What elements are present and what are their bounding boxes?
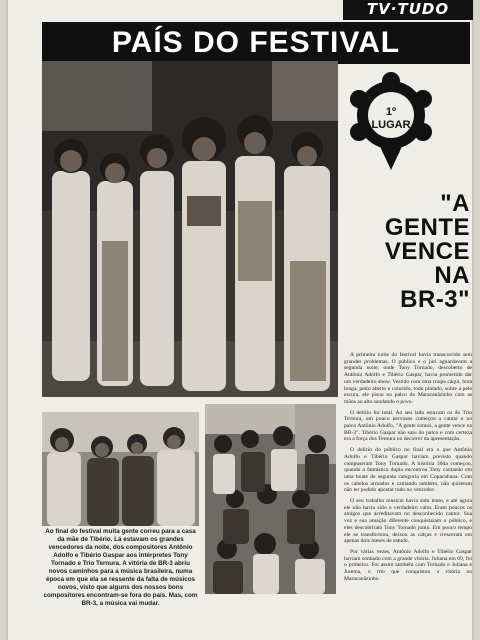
- title-bar: [42, 22, 470, 64]
- photo-caption: Ao final do festival muita gente correu para a casa da mãe de Tibério. Lá estavam os grandes vencedores da noite, dos compositores Antônio Adolfo e Tibério Gaspar aos intérpretes Tony Tornado e Trio Ternura. A vitória de BR-3 abriu novos caminhos para a música brasileira, numa época em que ela se ressente da falta de músicos novos, visto que alguns dos nossos bons compositores encontram-se fora do país. Mas, com BR-3, a música vai mudar.: [43, 528, 198, 607]
- body-paragraph: O delírio foi total. Ao seu lado estavam os do Trio Ternura, um pouco nervosos começou a cantar e no palco Antônio Adolfo, "A gente somos, a gente vence na BR-3". Tibério Gaspar não saiu do palco e com certeza era a força dos Ternura no decorrer da apresentação.: [344, 409, 472, 443]
- headline-line: "A: [440, 190, 470, 217]
- body-paragraph: O seu trabalho musical havia sido lento, e até agora ele não havia sido o verdadeiro valor. Eram poucos os amigos que acreditavam no desconhecido cantor. Sua voz e sua atuação diferente conquistaram o público, e eles descobriram Tony Tornado junto. Em pouco tempo ele se transformou, deixou as calças e cresceram em apenas dois meses de estudo.: [344, 498, 472, 545]
- magazine-masthead: TV·TUDO: [343, 0, 473, 20]
- body-paragraph: A primeira noite do festival havia transcorrido sem grandes problemas. O público e o júri aguardavam a segunda noite, onde Tony Tornado, descoberto de Antônio Adolfo e Tibério Gaspar, havia prometido dar um verdadeiro show. Vestido com uma roupa cáqui, bota longa, peito aberto e colorido, todo pintado, sobre a pele escura, ele pisou no palco do Maracanãzinho com as mãos ao alto saudando o povo.: [344, 352, 472, 405]
- headline-line: VENCE NA: [384, 238, 470, 289]
- main-group-photo: [42, 61, 338, 397]
- badge-label: [348, 106, 434, 132]
- article-title: PAÍS DO FESTIVAL: [111, 26, 401, 59]
- article-headline: [344, 192, 470, 312]
- celebration-photo-right: [205, 404, 336, 594]
- article-body: [344, 352, 472, 587]
- badge-line-2: LUGAR: [371, 119, 411, 131]
- body-paragraph: O delírio do público no final era o que Antônio Adolfo e Tibério Gaspar haviam previsto quando compuseram Tony Tornado. A história 30da começou, quando a fantástica dupla encontrou Tony cantando em uma boate de segunda categoria em Copacabana. Com os cabelos armados e cantando também, não quiseram não ter podido apostar tudo no vencedor.: [344, 447, 472, 494]
- headline-line: BR-3": [400, 286, 470, 313]
- first-place-badge: [348, 72, 434, 170]
- magazine-page: [8, 0, 472, 640]
- body-paragraph: Por várias vezes, Antônio Adolfo e Tibério Gaspar haviam sonhado com a grande vitória. Juliana em 69, foi o primeiro. Foi assim também com Tornado e Juliana e Jurema, o trio que conquistou a vitória no Maracanãzinho.: [344, 548, 472, 582]
- celebration-photo-left: [42, 412, 199, 526]
- headline-line: GENTE: [384, 214, 470, 241]
- badge-line-1: 1º: [385, 106, 397, 118]
